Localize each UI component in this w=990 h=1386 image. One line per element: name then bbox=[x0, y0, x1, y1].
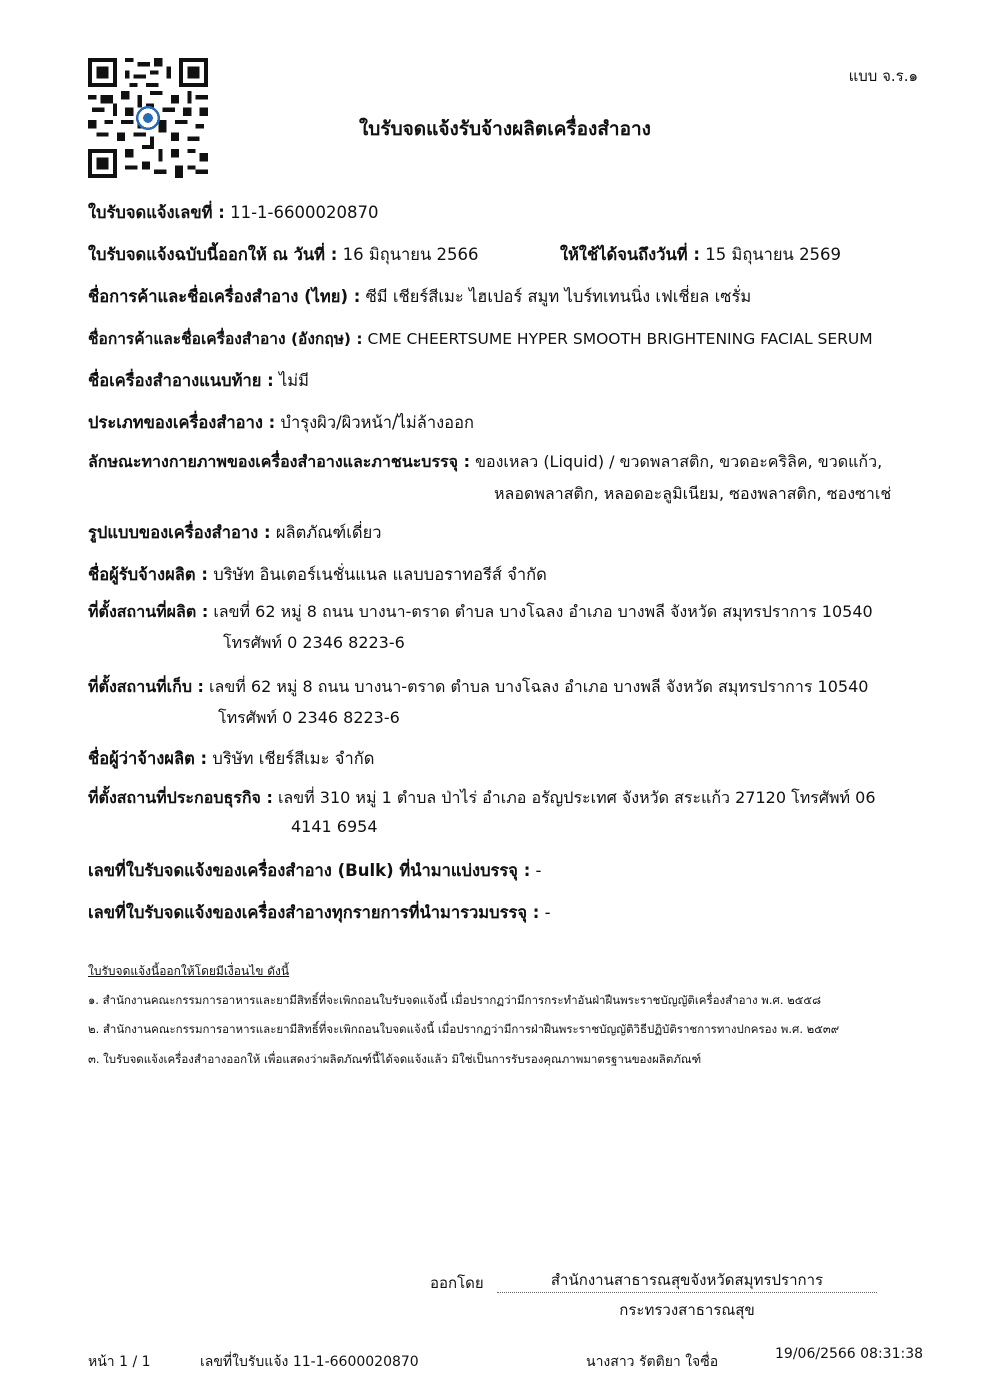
label-form: รูปแบบของเครื่องสำอาง : bbox=[88, 523, 271, 542]
issuer-office: สำนักงานสาธารณสุขจังหวัดสมุทรปราการ bbox=[550, 1271, 824, 1289]
field-name-th bbox=[88, 284, 751, 310]
footer-ref-no: 11-1-6600020870 bbox=[292, 1354, 419, 1370]
page-number: หน้า 1 / 1 bbox=[88, 1354, 151, 1370]
field-name-en bbox=[88, 326, 873, 351]
label-name-en: ชื่อการค้าและชื่อเครื่องสำอาง (อังกฤษ) : bbox=[88, 330, 363, 348]
value-appendix: ไม่มี bbox=[278, 371, 310, 390]
value-physical-line2: หลอดพลาสติก, หลอดอะลูมิเนียม, ซองพลาสติก, ซองซาเช่ bbox=[494, 484, 892, 503]
value-expiry-date: 15 มิถุนายน 2569 bbox=[705, 245, 842, 264]
field-appendix bbox=[88, 368, 309, 394]
value-issue-date: 16 มิถุนายน 2566 bbox=[342, 245, 479, 264]
field-type bbox=[88, 410, 474, 436]
field-bulk bbox=[88, 858, 542, 884]
form-code: แบบ จ.ร.๑ bbox=[848, 67, 918, 85]
value-hirer: บริษัท เชียร์สีเมะ จำกัด bbox=[212, 749, 375, 768]
field-hirer bbox=[88, 746, 374, 772]
label-bulk: เลขที่ใบรับจดแจ้งของเครื่องสำอาง (Bulk) ที่นำมาแบ่งบรรจุ : bbox=[88, 861, 531, 880]
field-storage bbox=[88, 675, 868, 700]
label-name-th: ชื่อการค้าและชื่อเครื่องสำอาง (ไทย) : bbox=[88, 287, 361, 306]
issuer-ministry: กระทรวงสาธารณสุข bbox=[619, 1301, 755, 1319]
field-notification-no bbox=[88, 200, 379, 226]
label-type: ประเภทของเครื่องสำอาง : bbox=[88, 413, 276, 432]
footer-ref-label: เลขที่ใบรับแจ้ง bbox=[200, 1354, 289, 1370]
label-appendix: ชื่อเครื่องสำอางแนบท้าย : bbox=[88, 371, 274, 390]
field-form bbox=[88, 520, 382, 546]
condition-item: ๓. ใบรับจดแจ้งเครื่องสำอางออกให้ เพื่อแสดงว่าผลิตภัณฑ์นี้ได้จดแจ้งแล้ว มิใช่เป็นการรับรองคุณภาพมาตรฐานของผลิตภัณฑ์ bbox=[88, 1052, 702, 1066]
value-form: ผลิตภัณฑ์เดี่ยว bbox=[275, 523, 382, 542]
value-storage-line1: เลขที่ 62 หมู่ 8 ถนน บางนา-ตราด ตำบล บางโฉลง อำเภอ บางพลี จังหวัด สมุทรปราการ 10540 bbox=[209, 677, 869, 696]
label-all-items: เลขที่ใบรับจดแจ้งของเครื่องสำอางทุกรายการที่นำมารวมบรรจุ : bbox=[88, 903, 540, 922]
footer-officer: นางสาว รัตติยา ใจซื่อ bbox=[586, 1354, 719, 1370]
label-expiry-date: ให้ใช้ได้จนถึงวันที่ : bbox=[560, 245, 700, 264]
label-business: ที่ตั้งสถานที่ประกอบธุรกิจ : bbox=[88, 788, 273, 807]
value-physical-line1: ของเหลว (Liquid) / ขวดพลาสติก, ขวดอะคริลิค, ขวดแก้ว, bbox=[475, 452, 883, 471]
value-business-line2: 4141 6954 bbox=[291, 817, 378, 836]
condition-item: ๒. สำนักงานคณะกรรมการอาหารและยามีสิทธิ์ที่จะเพิกถอนใบจดแจ้งนี้ เมื่อปรากฏว่ามีการฝ่าฝืนพระราชบัญญัติวิธีปฏิบัติราชการทางปกครอง พ.ศ. ๒๕๓๙ bbox=[88, 1022, 840, 1036]
conditions-title: ใบรับจดแจ้งนี้ออกให้โดยมีเงื่อนไข ดังนี้ bbox=[88, 964, 290, 978]
field-physical bbox=[88, 450, 882, 475]
value-name-th: ซีมี เชียร์สีเมะ ไฮเปอร์ สมูท ไบร์ทเทนนิ่ง เฟเชี่ยล เซรั่ม bbox=[365, 287, 752, 306]
issuer-label: ออกโดย bbox=[430, 1274, 484, 1292]
value-business-line1: เลขที่ 310 หมู่ 1 ตำบล ป่าไร่ อำเภอ อรัญประเทศ จังหวัด สระแก้ว 27120 โทรศัพท์ 06 bbox=[277, 788, 876, 807]
label-issue-date: ใบรับจดแจ้งฉบับนี้ออกให้ ณ วันที่ : bbox=[88, 245, 338, 264]
page-title: ใบรับจดแจ้งรับจ้างผลิตเครื่องสำอาง bbox=[359, 118, 651, 140]
value-name-en: CME CHEERTSUME HYPER SMOOTH BRIGHTENING FACIAL SERUM bbox=[367, 330, 873, 348]
field-business bbox=[88, 786, 876, 811]
value-type: บำรุงผิว/ผิวหน้า/ไม่ล้างออก bbox=[280, 413, 474, 432]
field-issue-date bbox=[88, 242, 478, 268]
label-notification-no: ใบรับจดแจ้งเลขที่ : bbox=[88, 203, 225, 222]
value-plant-line1: เลขที่ 62 หมู่ 8 ถนน บางนา-ตราด ตำบล บางโฉลง อำเภอ บางพลี จังหวัด สมุทรปราการ 10540 bbox=[213, 602, 873, 621]
value-plant-line2: โทรศัพท์ 0 2346 8223-6 bbox=[223, 633, 405, 652]
condition-item: ๑. สำนักงานคณะกรรมการอาหารและยามีสิทธิ์ที่จะเพิกถอนใบรับจดแจ้งนี้ เมื่อปรากฏว่ามีการกระทำอันฝ่าฝืนพระราชบัญญัติเครื่องสำอาง พ.ศ. ๒๕๕๘ bbox=[88, 993, 821, 1007]
footer-ref bbox=[200, 1351, 419, 1373]
value-all-items: - bbox=[544, 903, 551, 922]
footer-timestamp: 19/06/2566 08:31:38 bbox=[775, 1346, 924, 1362]
value-manufacturer: บริษัท อินเตอร์เนชั่นแนล แลบบอราทอรีส์ จำกัด bbox=[213, 565, 547, 584]
field-manufacturer bbox=[88, 562, 547, 588]
field-plant bbox=[88, 600, 873, 625]
signature-line bbox=[497, 1292, 877, 1293]
value-storage-line2: โทรศัพท์ 0 2346 8223-6 bbox=[218, 708, 400, 727]
field-all-items bbox=[88, 900, 551, 926]
value-notification-no: 11-1-6600020870 bbox=[230, 203, 379, 222]
field-expiry-date bbox=[560, 242, 841, 268]
label-storage: ที่ตั้งสถานที่เก็บ : bbox=[88, 677, 204, 696]
value-bulk: - bbox=[535, 861, 542, 880]
label-manufacturer: ชื่อผู้รับจ้างผลิต : bbox=[88, 565, 208, 584]
label-physical: ลักษณะทางกายภาพของเครื่องสำอางและภาชนะบรรจุ : bbox=[88, 452, 470, 471]
label-plant: ที่ตั้งสถานที่ผลิต : bbox=[88, 602, 209, 621]
label-hirer: ชื่อผู้ว่าจ้างผลิต : bbox=[88, 749, 208, 768]
